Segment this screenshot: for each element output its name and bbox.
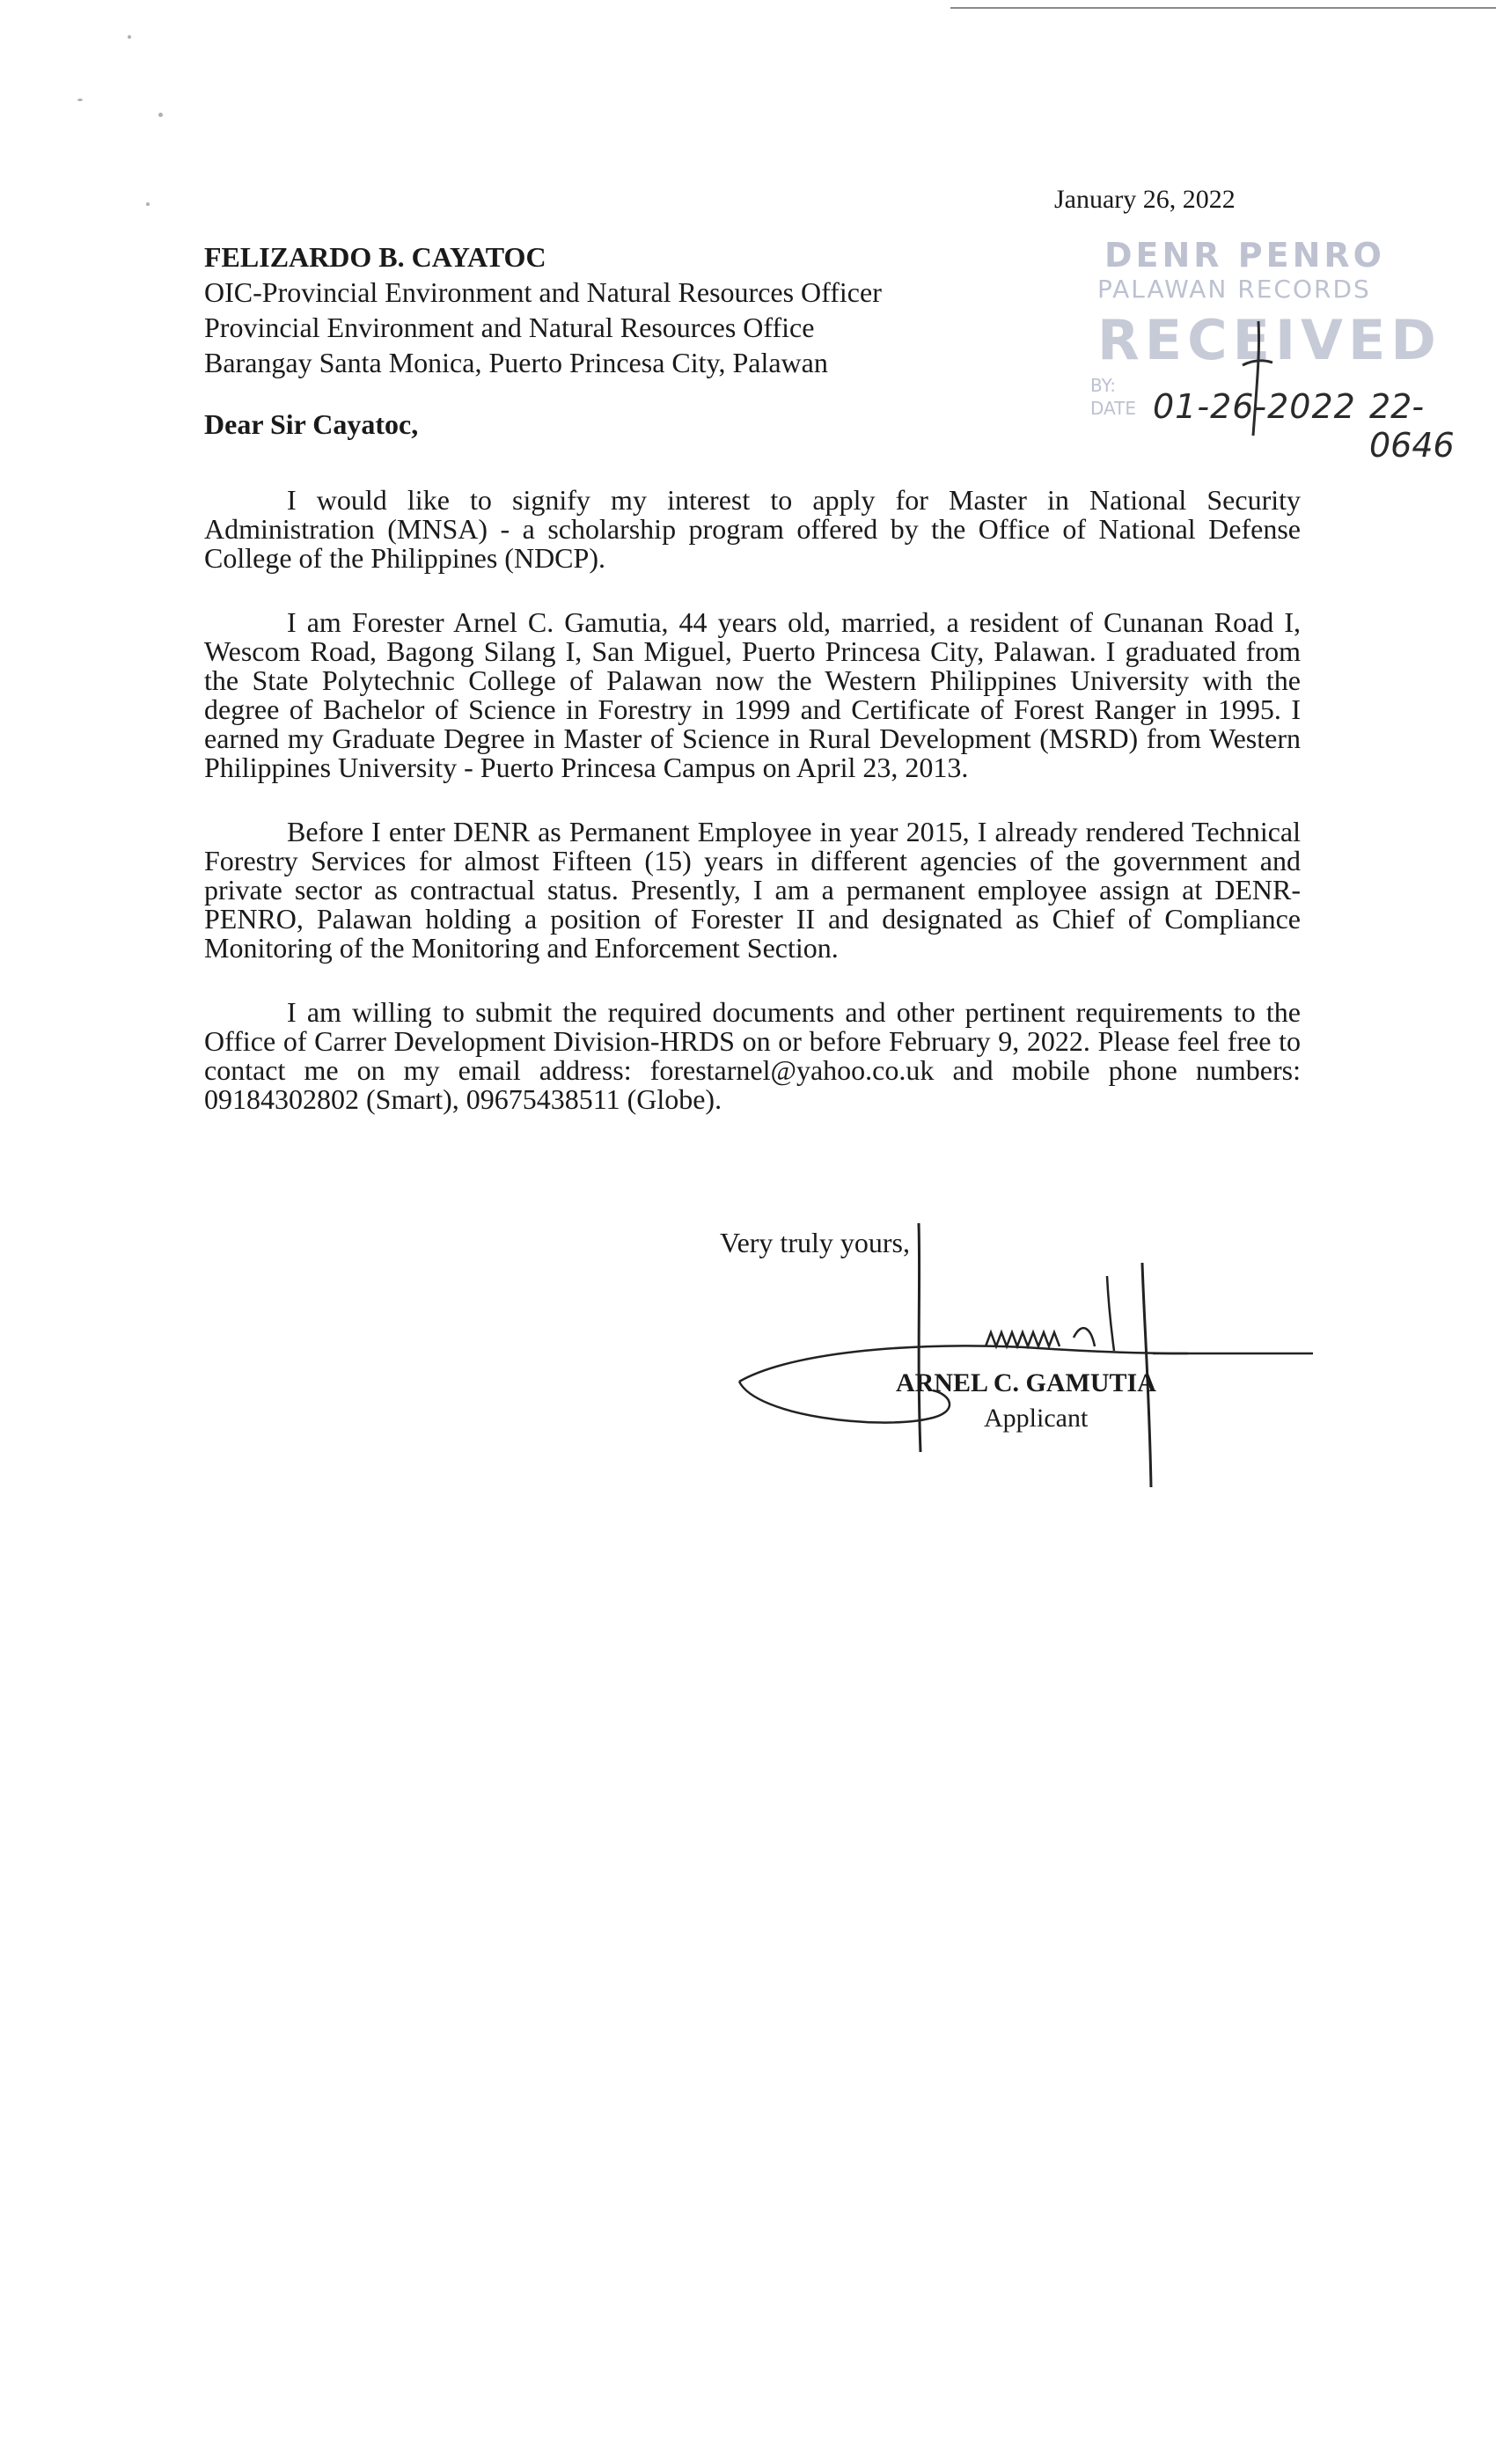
recipient-address: Barangay Santa Monica, Puerto Princesa City, Palawan: [204, 347, 828, 378]
letter-date: January 26, 2022: [1054, 185, 1236, 214]
salutation: Dear Sir Cayatoc,: [204, 408, 419, 440]
handwritten-signature: [722, 1214, 1320, 1496]
stamp-received: RECEIVED: [1097, 308, 1441, 372]
stamp-records: PALAWAN RECORDS: [1097, 275, 1371, 304]
paragraph-background: I am Forester Arnel C. Gamutia, 44 years old, married, a resident of Cunanan Road I, Wescom Road, Bagong Silang I, San Miguel, Puerto Princesa City, Palawan. I graduated from the State Polytechnic College of Palawan now the Western Philippines University with the degree of Bachelor of Science in Forestry in 1999 and Certificate of Forest Ranger in 1995. I earned my Graduate Degree in Master of Science in Rural Development (MSRD) from Western Philippines University - Puerto Princesa Campus on April 23, 2013.: [204, 606, 1301, 783]
letter-body: [204, 486, 1301, 1149]
signer-name: ARNEL C. GAMUTIA: [896, 1368, 1156, 1397]
paragraph-experience: Before I enter DENR as Permanent Employee in year 2015, I already rendered Technical Forestry Services for almost Fifteen (15) years in different agencies of the government and private sector as contractual status. Presently, I am a permanent employee assign at DENR-PENRO, Palawan holding a position of Forester II and designated as Chief of Compliance Monitoring of the Monitoring and Enforcement Section.: [204, 816, 1301, 964]
scan-speck: [158, 113, 163, 117]
recipient-office: Provincial Environment and Natural Resources Office: [204, 312, 815, 343]
recipient-name: FELIZARDO B. CAYATOC: [204, 241, 546, 273]
closing-line: Very truly yours,: [720, 1227, 910, 1258]
scan-speck: [77, 99, 83, 101]
stamp-initial-mark: [1232, 317, 1285, 440]
stamp-office: DENR PENRO: [1104, 236, 1385, 275]
stamp-handwritten-number: 22-0646: [1369, 387, 1455, 465]
recipient-block: [204, 239, 882, 380]
stamp-by-label: BY:: [1090, 375, 1116, 396]
scan-speck: [146, 202, 150, 206]
scan-edge-line: [950, 7, 1496, 9]
signer-title: Applicant: [984, 1404, 1089, 1433]
stamp-handwritten-date: 01-26-2022: [1153, 387, 1356, 426]
recipient-title: OIC-Provincial Environment and Natural Resources Officer: [204, 276, 882, 308]
scan-speck: [128, 35, 131, 39]
paragraph-interest: I would like to signify my interest to apply for Master in National Security Administration (MNSA) - a scholarship program offered by the Office of National Defense College of the Philippines (NDCP).: [204, 484, 1301, 574]
stamp-date-label: DATE: [1090, 398, 1137, 419]
paragraph-contact: I am willing to submit the required documents and other pertinent requirements to the Office of Carrer Development Division-HRDS on or before February 9, 2022. Please feel free to contact me on my email address: forestarnel@yahoo.co.uk and mobile phone numbers: 09184302802 (Smart), 09675438511 (Globe).: [204, 996, 1301, 1115]
